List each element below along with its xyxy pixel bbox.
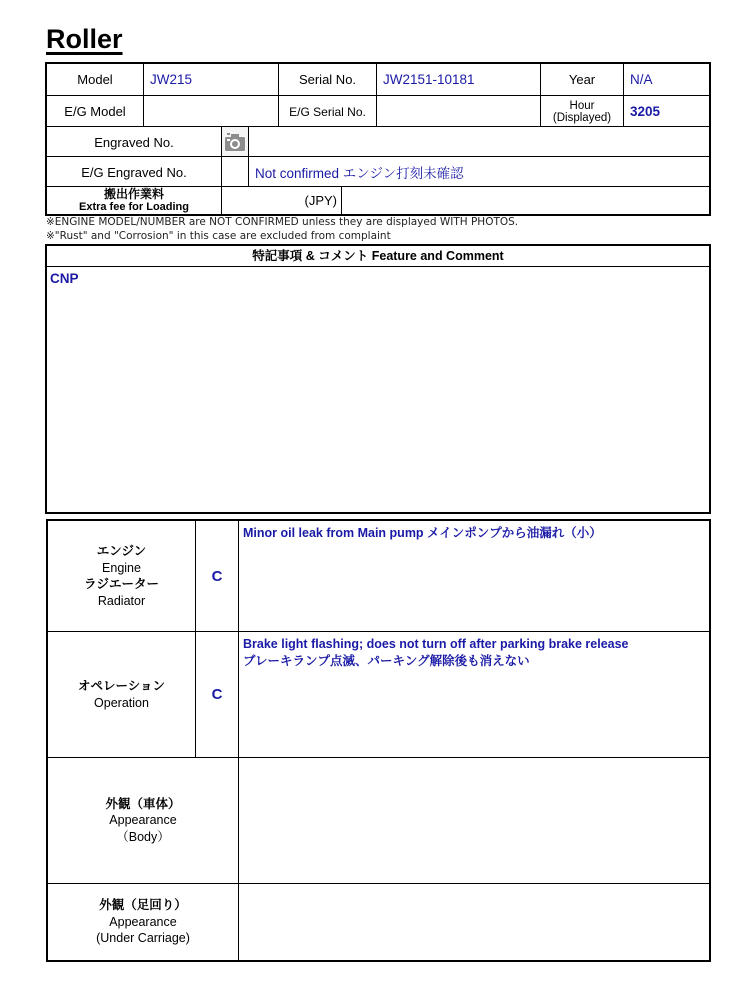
radiator-label-en: Radiator <box>97 593 146 608</box>
condition-row-body <box>48 757 709 883</box>
engine-label <box>48 521 195 631</box>
year-label: Year <box>540 64 623 95</box>
operation-comment-line2: ブレーキランプ点滅、パーキング解除後も消えない <box>243 654 530 668</box>
operation-grade: C <box>195 632 238 757</box>
condition-row-operation <box>48 631 709 757</box>
engine-label-jp: エンジン <box>96 544 147 558</box>
eg-engraved-value: Not confirmed エンジン打刻未確認 <box>248 157 709 187</box>
undercarriage-label-en: Appearance <box>109 914 177 929</box>
engine-grade: C <box>195 521 238 631</box>
engine-label-en: Engine <box>102 560 141 575</box>
operation-label-jp: オペレーション <box>77 679 165 693</box>
radiator-label-jp: ラジエーター <box>83 577 159 591</box>
body-label-jp: 外観（車体） <box>105 796 181 811</box>
model-value: JW215 <box>143 64 278 95</box>
hour-label-line2: (Displayed) <box>552 111 612 124</box>
undercarriage-label-jp: 外観（足回り） <box>99 898 187 913</box>
note-engine-confirmation: ※ENGINE MODEL/NUMBER are NOT CONFIRMED unless they are displayed WITH PHOTOS. <box>46 216 519 228</box>
eg-model-value <box>143 96 278 127</box>
hour-value: 3205 <box>623 96 709 127</box>
page-title: Roller <box>46 24 123 54</box>
loading-fee-currency: (JPY) <box>304 193 337 208</box>
undercarriage-label-en-sub: (Under Carriage) <box>96 931 190 946</box>
info-row-eg-model <box>47 95 709 127</box>
info-row-eg-engraved <box>47 156 709 187</box>
condition-row-undercarriage <box>48 883 709 960</box>
loading-fee-label <box>47 187 221 214</box>
engraved-value <box>248 127 709 157</box>
body-label-en: Appearance <box>109 813 177 828</box>
serial-label: Serial No. <box>278 64 376 95</box>
operation-label <box>48 632 195 757</box>
operation-label-en: Operation <box>94 695 149 710</box>
engine-comment-line1: Minor oil leak from Main pump メインポンプから油漏れ（小） <box>243 526 602 540</box>
feature-comment-header: 特記事項 & コメント Feature and Comment <box>47 246 709 267</box>
model-label: Model <box>77 72 113 87</box>
hour-label <box>540 96 623 127</box>
undercarriage-comment <box>238 884 709 960</box>
loading-fee-value <box>221 187 341 214</box>
info-row-loading-fee <box>47 186 709 214</box>
eg-serial-label: E/G Serial No. <box>278 96 376 127</box>
eg-engraved-label: E/G Engraved No. <box>81 164 187 180</box>
body-label <box>48 758 238 883</box>
note-rust-exclusion: ※"Rust" and "Corrosion" in this case are excluded from complaint <box>46 230 391 242</box>
loading-fee-label-en: Extra fee for Loading <box>78 200 190 213</box>
serial-value: JW2151-10181 <box>376 64 540 95</box>
eg-model-label: E/G Model <box>64 104 126 119</box>
year-value: N/A <box>623 64 709 95</box>
feature-comment-body: CNP <box>50 271 79 286</box>
eg-serial-value <box>376 96 540 127</box>
condition-table <box>46 519 711 962</box>
body-label-en-sub: （Body） <box>116 829 170 844</box>
eg-engraved-photo-cell <box>221 157 248 187</box>
loading-fee-extra <box>341 187 709 214</box>
undercarriage-label <box>48 884 238 960</box>
engine-comment <box>238 521 709 631</box>
operation-comment-line1: Brake light flashing; does not turn off after parking brake release <box>243 637 629 651</box>
engraved-label: Engraved No. <box>94 134 174 150</box>
operation-comment <box>238 632 709 757</box>
camera-icon <box>224 131 246 153</box>
loading-fee-label-jp: 搬出作業料 <box>103 187 164 201</box>
machine-info-table <box>45 62 711 216</box>
info-row-model <box>47 64 709 95</box>
condition-row-engine <box>48 521 709 631</box>
body-comment <box>238 758 709 883</box>
feature-comment-section <box>45 244 711 514</box>
info-row-engraved <box>47 126 709 157</box>
engraved-photo-cell[interactable] <box>221 127 248 157</box>
hour-label-line1: Hour <box>569 99 595 112</box>
